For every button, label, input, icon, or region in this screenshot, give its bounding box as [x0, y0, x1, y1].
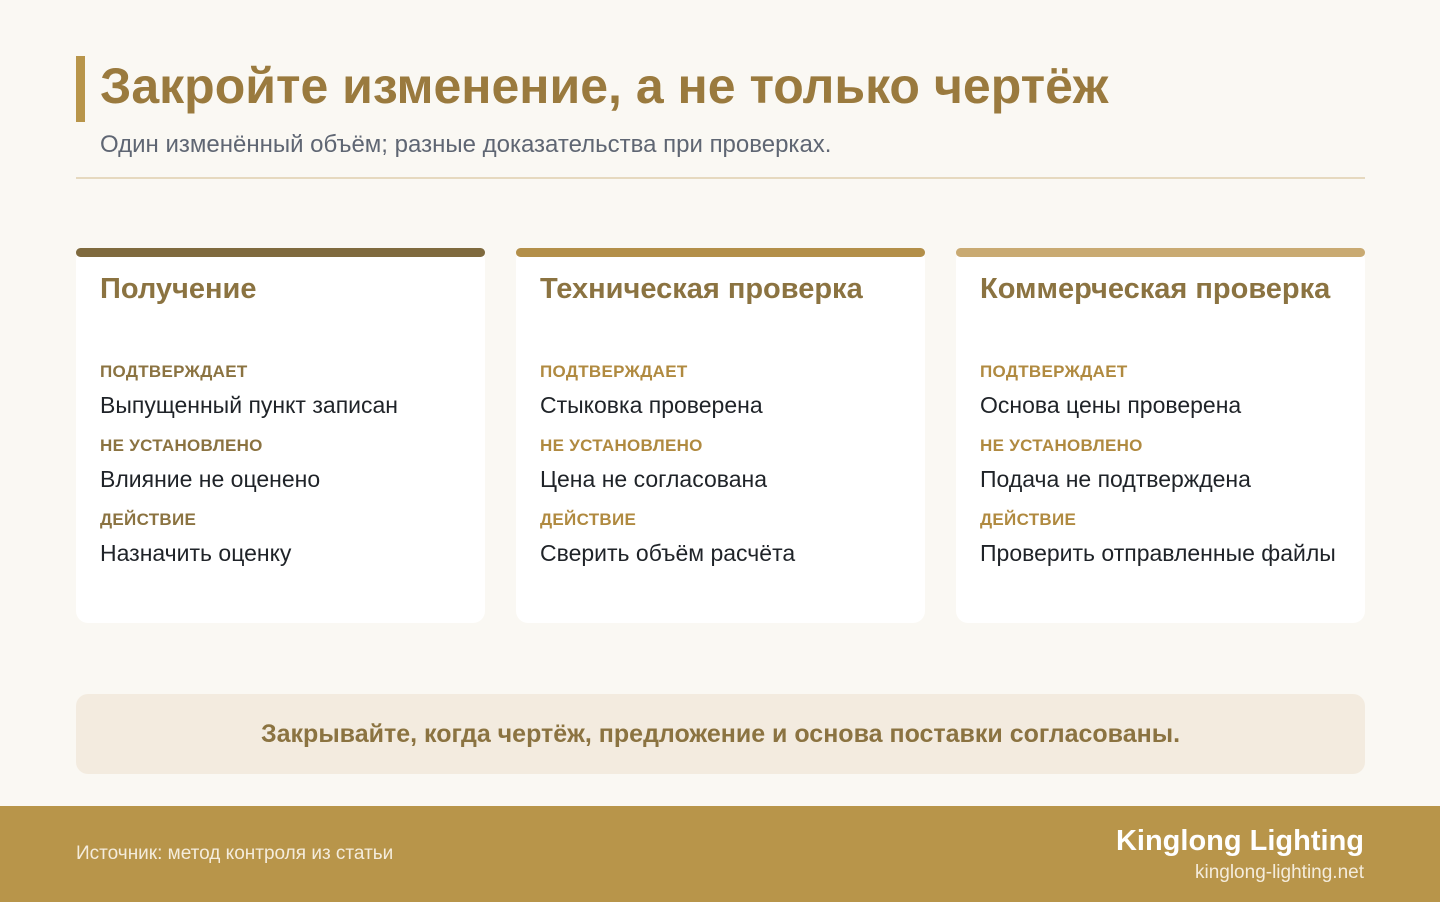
- action-field: [100, 510, 470, 568]
- action-field: [980, 510, 1350, 568]
- card-commercial-review: [956, 248, 1365, 623]
- card-receipt: [76, 248, 485, 623]
- card-accent-bar: [956, 248, 1365, 257]
- confirms-label: ПОДТВЕРЖДАЕТ: [980, 362, 1128, 381]
- confirms-value: Выпущенный пункт записан: [100, 392, 398, 418]
- action-value: Проверить отправленные файлы: [980, 540, 1336, 566]
- action-label: ДЕЙСТВИЕ: [540, 510, 637, 529]
- not-established-field: [540, 436, 910, 494]
- card-title: Коммерческая проверка: [980, 273, 1331, 305]
- card-accent-bar: [516, 248, 925, 257]
- page-title: Закройте изменение, а не только чертёж: [100, 58, 1109, 114]
- action-value: Сверить объём расчёта: [540, 540, 796, 566]
- action-label: ДЕЙСТВИЕ: [980, 510, 1077, 529]
- not-established-label: НЕ УСТАНОВЛЕНО: [100, 436, 263, 455]
- summary-banner: [76, 694, 1365, 774]
- confirms-label: ПОДТВЕРЖДАЕТ: [100, 362, 248, 381]
- not-established-value: Подача не подтверждена: [980, 466, 1251, 492]
- action-value: Назначить оценку: [100, 540, 292, 566]
- summary-text: Закрывайте, когда чертёж, предложение и основа поставки согласованы.: [260, 719, 1181, 748]
- confirms-field: [100, 362, 470, 420]
- footer: [0, 806, 1440, 902]
- not-established-label: НЕ УСТАНОВЛЕНО: [980, 436, 1143, 455]
- page-subtitle: Один изменённый объём; разные доказательства при проверках.: [100, 131, 832, 158]
- action-label: ДЕЙСТВИЕ: [100, 510, 197, 529]
- not-established-field: [100, 436, 470, 494]
- title-accent-bar: [76, 56, 85, 122]
- source-note: Источник: метод контроля из статьи: [76, 843, 394, 864]
- confirms-value: Основа цены проверена: [980, 392, 1242, 418]
- confirms-field: [540, 362, 910, 420]
- card-title: Получение: [100, 273, 257, 305]
- brand-name: Kinglong Lighting: [1115, 825, 1364, 857]
- brand-url: kinglong-lighting.net: [1194, 862, 1364, 883]
- not-established-value: Цена не согласована: [540, 466, 768, 492]
- card-title: Техническая проверка: [540, 273, 863, 305]
- confirms-field: [980, 362, 1350, 420]
- card-accent-bar: [76, 248, 485, 257]
- action-field: [540, 510, 910, 568]
- confirms-value: Стыковка проверена: [540, 392, 763, 418]
- not-established-value: Влияние не оценено: [100, 466, 321, 492]
- header-divider: [76, 177, 1365, 179]
- confirms-label: ПОДТВЕРЖДАЕТ: [540, 362, 688, 381]
- card-technical-review: [516, 248, 925, 623]
- not-established-field: [980, 436, 1350, 494]
- stage-cards: [76, 248, 1365, 623]
- not-established-label: НЕ УСТАНОВЛЕНО: [540, 436, 703, 455]
